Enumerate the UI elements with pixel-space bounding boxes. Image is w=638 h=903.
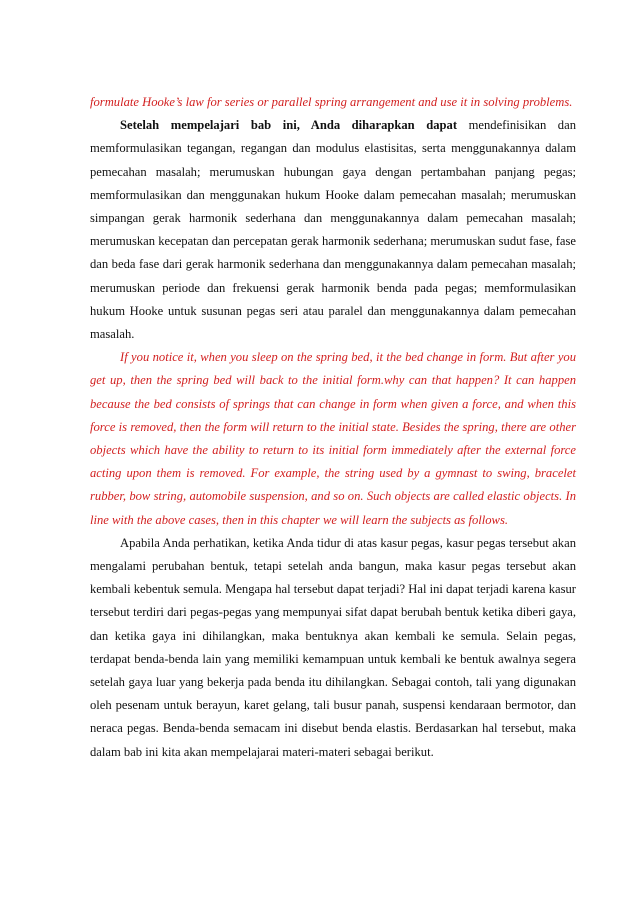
paragraph-english-intro: If you notice it, when you sleep on the spring bed, it the bed change in form. But after you get up, then the spring bed will back to the initial form.why can that happen? It can happen because the bed consists of springs that can change in form when given a force, and when this force is removed, then the form will return to the initial state. Besides the spring, there are other objects which have the ability to return to its initial form immediately after the external force acting upon them is removed. For example, the string used by a gymnast to swing, bracelet rubber, bow string, automobile suspension, and so on. Such objects are called elastic objects. In line with the above cases, then in this chapter we will learn the subjects as follows. [90, 350, 576, 527]
objectives-text: mendefinisikan dan memformulasikan tegangan, regangan dan modulus elastisitas, serta menggunakannya dalam pemecahan masalah; merumuskan hubungan gaya dengan pertambahan panjang pegas; memformulasikan dan menggunakan hukum Hooke dalam pemecahan masalah; merumuskan simpangan gerak harmonik sederhana dan menggunakannya dalam pemecahan masalah; merumuskan kecepatan dan percepatan gerak harmonik sederhana; merumuskan sudut fase, fase dan beda fase dari gerak harmonik sederhana dan menggunakannya dalam pemecahan masalah; merumuskan periode dan frekuensi gerak harmonik benda pada pegas; memformulasikan hukum Hooke untuk susunan pegas seri atau paralel dan menggunakannya dalam pemecahan masalah. [90, 118, 576, 342]
paragraph-english-continued: formulate Hooke’s law for series or parallel spring arrangement and use it in solving problems. [90, 95, 573, 109]
objectives-lead: Setelah mempelajari bab ini, Anda diharapkan dapat [120, 118, 458, 133]
paragraph-indonesian-intro: Apabila Anda perhatikan, ketika Anda tidur di atas kasur pegas, kasur pegas tersebut akan mengalami perubahan bentuk, tetapi setelah anda bangun, maka kasur pegas tersebut akan kembali kebentuk semula. Mengapa hal tersebut dapat terjadi? Hal ini dapat terjadi karena kasur tersebut terdiri dari pegas-pegas yang mempunyai sifat dapat berubah bentuk ketika diberi gaya, dan ketika gaya ini dihilangkan, maka bentuknya akan kembali ke semula. Selain pegas, terdapat benda-benda lain yang memiliki kemampuan untuk kembali ke bentuk awalnya segera setelah gaya luar yang bekerja pada benda itu dihilangkan. Sebagai contoh, tali yang digunakan oleh pesenam untuk berayun, karet gelang, tali busur panah, suspensi kendaraan bermotor, dan neraca pegas. Benda-benda semacam ini disebut benda elastis. Berdasarkan hal tersebut, maka dalam bab ini kita akan mempelajarai materi-materi sebagai berikut. [90, 535, 576, 759]
paragraph-objectives [90, 114, 576, 346]
body-text [90, 91, 576, 764]
